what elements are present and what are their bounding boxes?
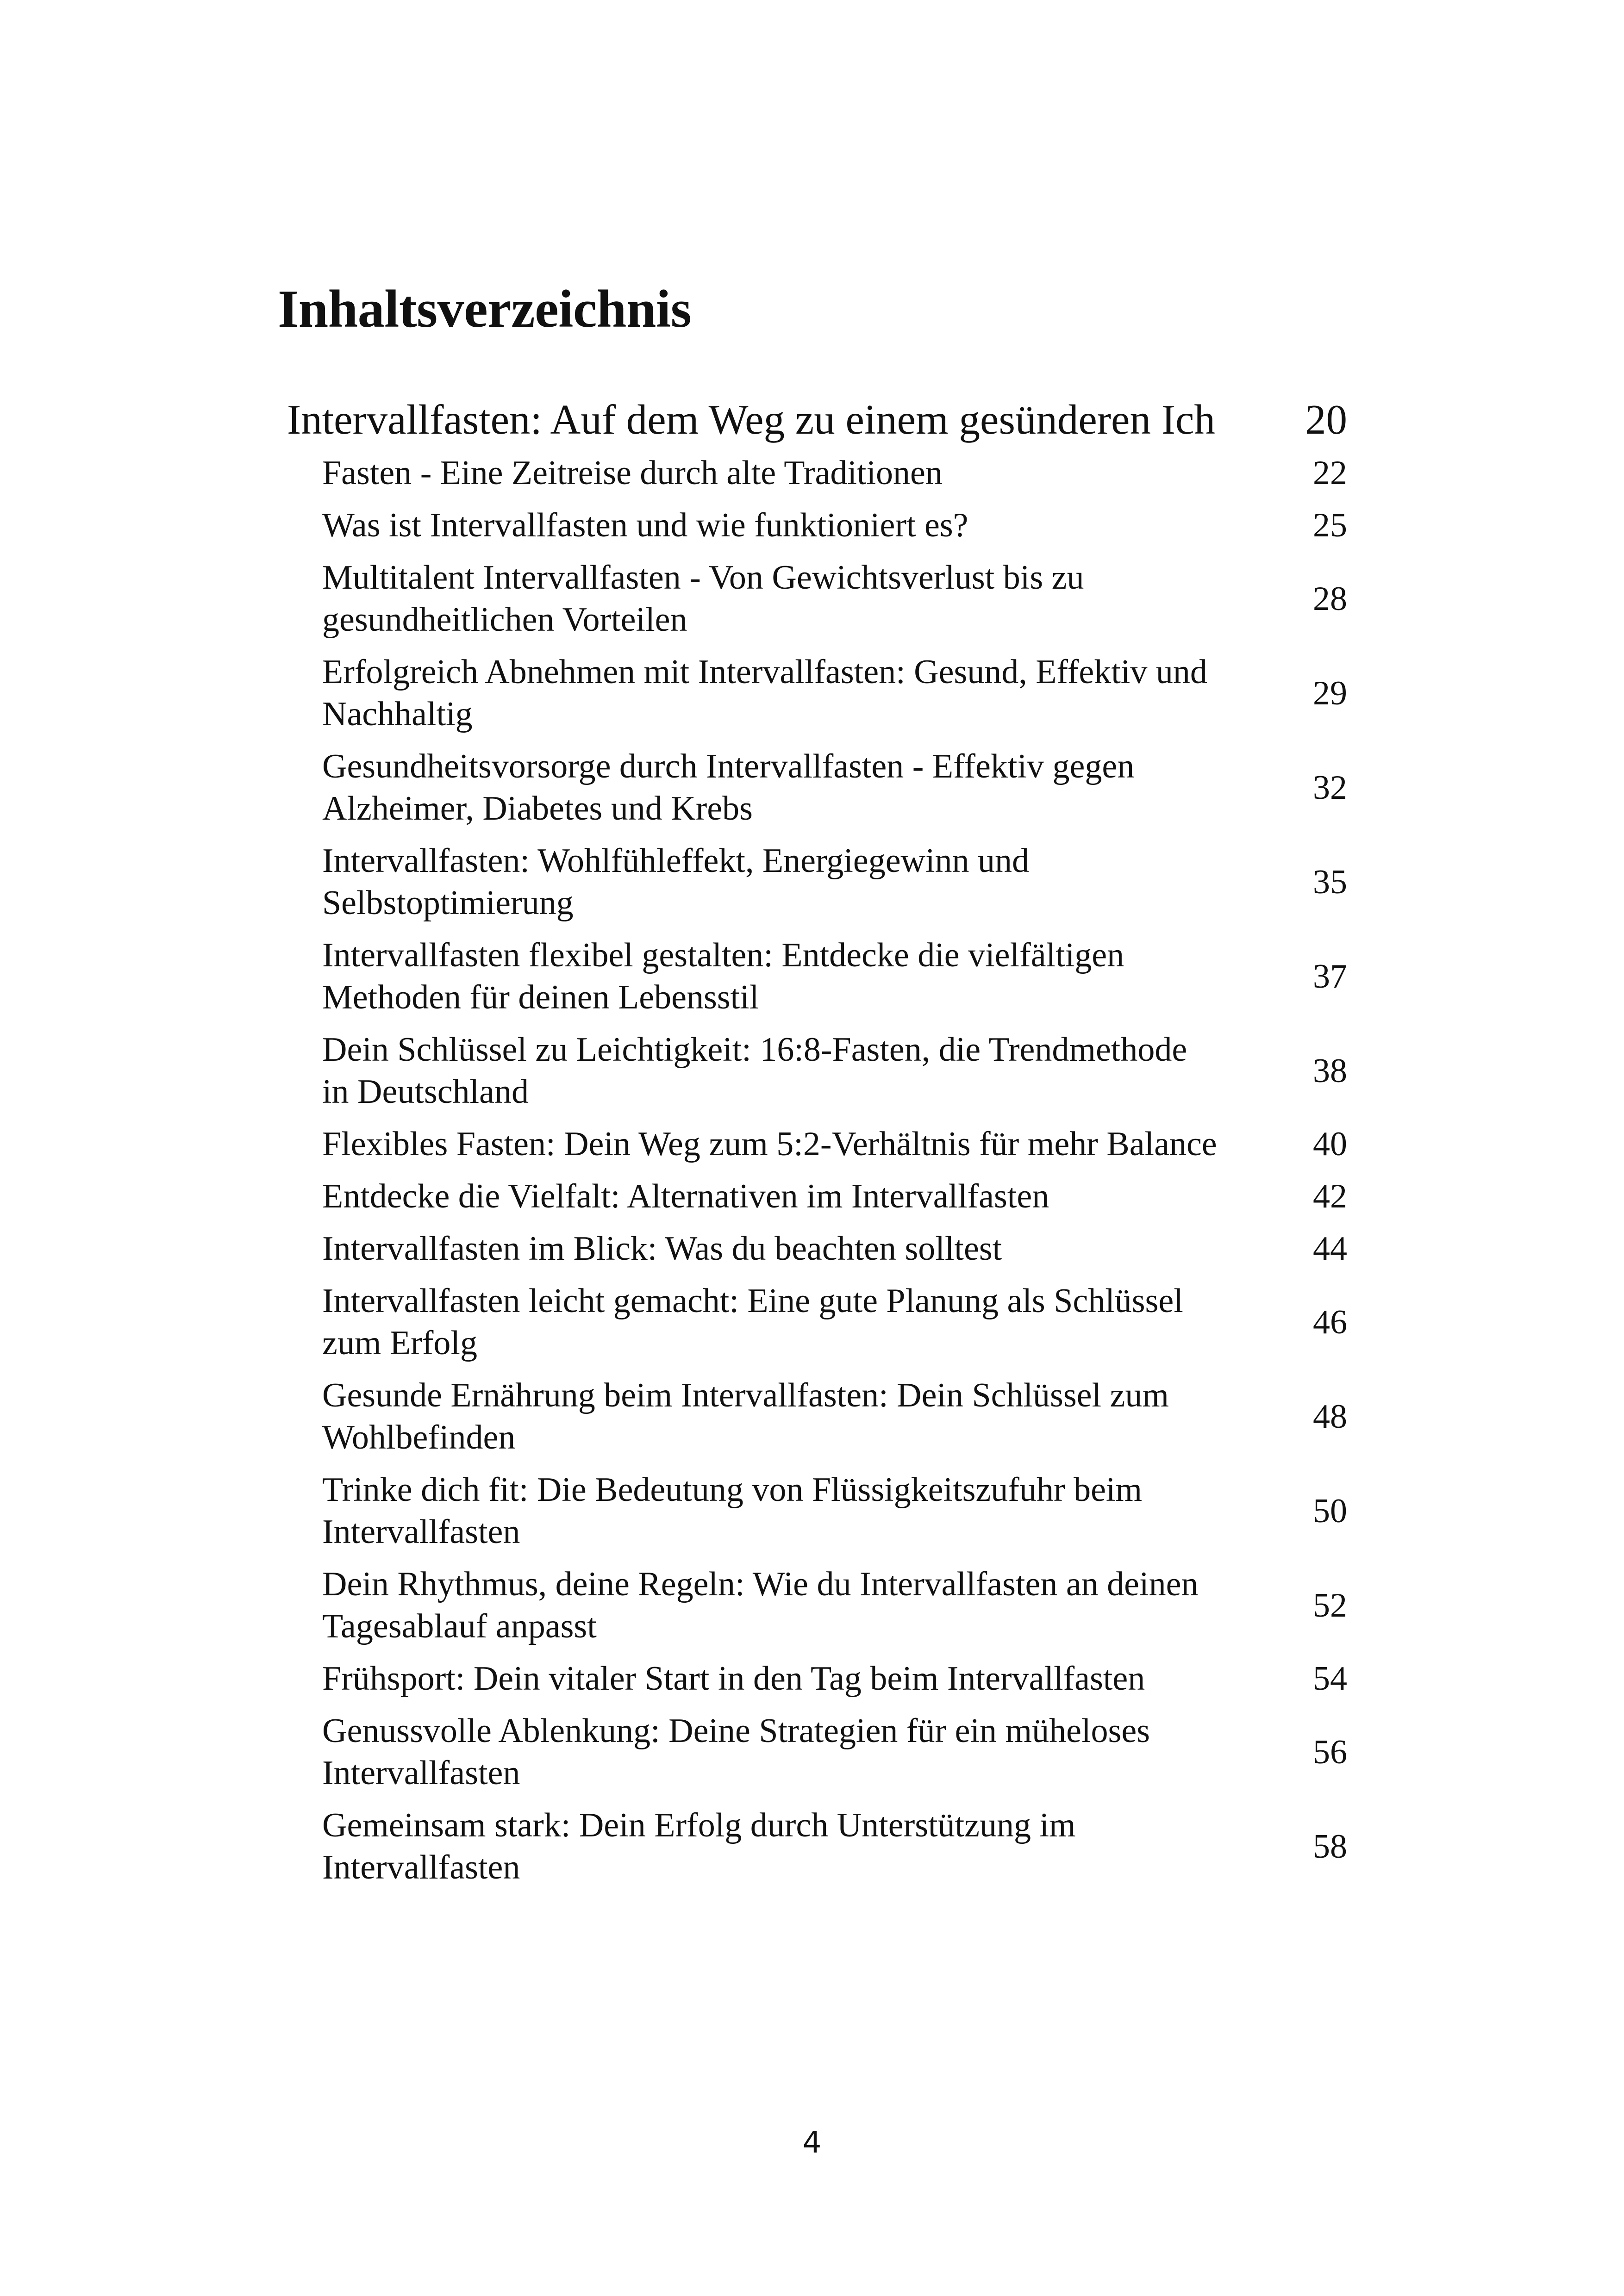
toc-entry-title: Erfolgreich Abnehmen mit Intervallfasten: Gesund, Effektiv und Nachhaltig bbox=[322, 653, 1207, 733]
toc-entry-page-number: 29 bbox=[1313, 674, 1347, 712]
toc-entry-section[interactable] bbox=[287, 1658, 1347, 1700]
toc-entry-title: Intervallfasten flexibel gestalten: Entdecke die vielfältigen Methoden für deinen Lebensstil bbox=[322, 936, 1124, 1016]
toc-entry-page-number: 35 bbox=[1313, 863, 1347, 901]
toc-entry-section[interactable] bbox=[287, 504, 1347, 547]
toc-entry-title: Gemeinsam stark: Dein Erfolg durch Unterstützung im Intervallfasten bbox=[322, 1806, 1076, 1886]
toc-entry-section[interactable] bbox=[287, 746, 1347, 830]
toc-entry-title: Intervallfasten: Auf dem Weg zu einem gesünderen Ich bbox=[287, 396, 1215, 443]
toc-entry-title: Intervallfasten im Blick: Was du beachten solltest bbox=[322, 1230, 1002, 1268]
toc-entry-title: Intervallfasten: Wohlfühleffekt, Energiegewinn und Selbstoptimierung bbox=[322, 842, 1030, 922]
toc-entry-title: Multitalent Intervallfasten - Von Gewichtsverlust bis zu gesundheitlichen Vorteilen bbox=[322, 559, 1084, 639]
toc-entry-title: Dein Schlüssel zu Leichtigkeit: 16:8-Fasten, die Trendmethode in Deutschland bbox=[322, 1031, 1187, 1111]
toc-entry-title: Gesundheitsvorsorge durch Intervallfasten - Effektiv gegen Alzheimer, Diabetes und Krebs bbox=[322, 747, 1135, 828]
toc-entry-page-number: 56 bbox=[1313, 1733, 1347, 1771]
table-of-contents bbox=[287, 393, 1347, 1899]
page-title: Inhaltsverzeichnis bbox=[278, 280, 692, 339]
toc-entry-section[interactable] bbox=[287, 557, 1347, 641]
toc-entry-page-number: 37 bbox=[1313, 957, 1347, 996]
toc-entry-section[interactable] bbox=[287, 1469, 1347, 1553]
toc-entry-title: Intervallfasten leicht gemacht: Eine gute Planung als Schlüssel zum Erfolg bbox=[322, 1282, 1183, 1362]
toc-entry-page-number: 58 bbox=[1313, 1827, 1347, 1866]
toc-entry-section[interactable] bbox=[287, 1563, 1347, 1648]
toc-entry-section[interactable] bbox=[287, 1228, 1347, 1270]
toc-entry-section[interactable] bbox=[287, 1123, 1347, 1165]
toc-entry-page-number: 44 bbox=[1313, 1230, 1347, 1268]
toc-entry-section[interactable] bbox=[287, 934, 1347, 1019]
toc-entry-page-number: 40 bbox=[1313, 1125, 1347, 1163]
toc-entry-section[interactable] bbox=[287, 840, 1347, 924]
toc-entry-title: Trinke dich fit: Die Bedeutung von Flüssigkeitszufuhr beim Intervallfasten bbox=[322, 1471, 1143, 1551]
page-number: 4 bbox=[802, 2126, 822, 2160]
toc-entry-page-number: 22 bbox=[1313, 454, 1347, 492]
toc-entry-page-number: 25 bbox=[1313, 506, 1347, 544]
toc-entry-page-number: 50 bbox=[1313, 1492, 1347, 1530]
toc-entry-section[interactable] bbox=[287, 1029, 1347, 1113]
toc-entry-section[interactable] bbox=[287, 1375, 1347, 1459]
toc-entry-page-number: 48 bbox=[1313, 1397, 1347, 1436]
toc-entry-section[interactable] bbox=[287, 1804, 1347, 1889]
toc-entry-title: Was ist Intervallfasten und wie funktioniert es? bbox=[322, 506, 968, 544]
toc-entry-title: Flexibles Fasten: Dein Weg zum 5:2-Verhältnis für mehr Balance bbox=[322, 1125, 1217, 1163]
toc-entry-title: Entdecke die Vielfalt: Alternativen im Intervallfasten bbox=[322, 1177, 1049, 1215]
toc-entry-page-number: 32 bbox=[1313, 768, 1347, 807]
toc-entry-title: Frühsport: Dein vitaler Start in den Tag beim Intervallfasten bbox=[322, 1660, 1145, 1698]
toc-entry-title: Gesunde Ernährung beim Intervallfasten: Dein Schlüssel zum Wohlbefinden bbox=[322, 1376, 1169, 1456]
toc-entry-title: Fasten - Eine Zeitreise durch alte Traditionen bbox=[322, 454, 943, 492]
toc-entry-page-number: 38 bbox=[1313, 1052, 1347, 1090]
toc-entry-section[interactable] bbox=[287, 1280, 1347, 1364]
toc-entry-title: Dein Rhythmus, deine Regeln: Wie du Intervallfasten an deinen Tagesablauf anpasst bbox=[322, 1565, 1199, 1645]
toc-entry-section[interactable] bbox=[287, 1710, 1347, 1794]
toc-entry-page-number: 20 bbox=[1305, 396, 1347, 443]
toc-entry-section[interactable] bbox=[287, 452, 1347, 494]
toc-entry-page-number: 46 bbox=[1313, 1303, 1347, 1341]
toc-entry-chapter[interactable] bbox=[287, 393, 1347, 446]
toc-entry-page-number: 52 bbox=[1313, 1586, 1347, 1624]
toc-entry-page-number: 54 bbox=[1313, 1660, 1347, 1698]
toc-entry-page-number: 42 bbox=[1313, 1177, 1347, 1215]
toc-entry-section[interactable] bbox=[287, 651, 1347, 735]
toc-entry-section[interactable] bbox=[287, 1176, 1347, 1218]
toc-entry-title: Genussvolle Ablenkung: Deine Strategien für ein müheloses Intervallfasten bbox=[322, 1712, 1150, 1792]
toc-entry-page-number: 28 bbox=[1313, 579, 1347, 618]
